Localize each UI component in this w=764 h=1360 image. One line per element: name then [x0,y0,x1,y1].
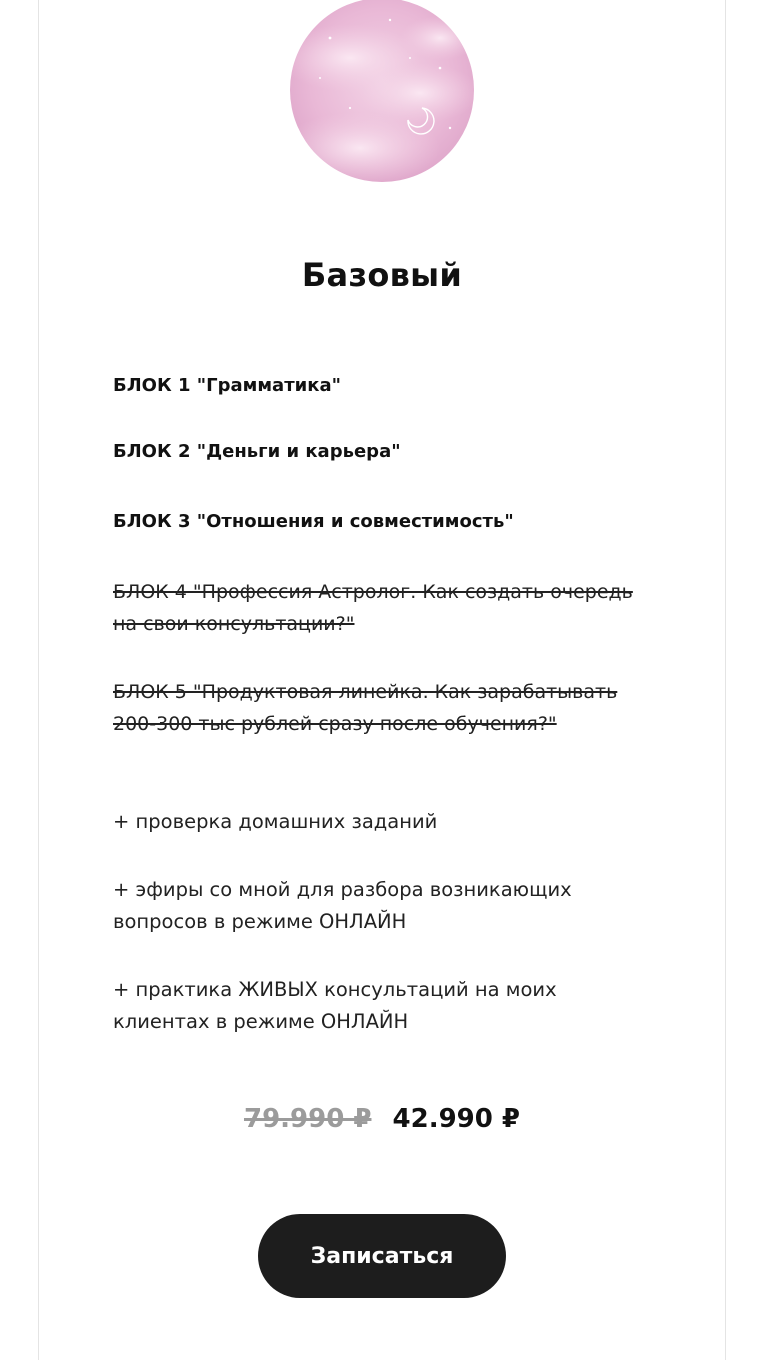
included-block-2: БЛОК 2 "Деньги и карьера" [113,441,401,462]
tariff-image [290,0,474,182]
signup-button[interactable]: Записаться [258,1214,506,1298]
old-price: 79.990 ₽ [243,1104,372,1134]
pink-clouds-image [290,0,474,182]
extra-live-streams: + эфиры со мной для разбора возникающих вопросов в режиме ОНЛАЙН [113,878,572,933]
included-block-3: БЛОК 3 "Отношения и совместимость" [113,511,514,532]
tariff-title: Базовый [301,256,463,294]
included-block-1: БЛОК 1 "Грамматика" [113,375,341,396]
excluded-block-4: БЛОК 4 "Профессия Астролог. Как создать очередь на свои консультации?" [113,581,633,635]
excluded-block-5: БЛОК 5 "Продуктовая линейка. Как зарабатывать 200-300 тыс рублей сразу после обучения?" [113,681,618,735]
extra-live-consultations: + практика ЖИВЫХ консультаций на моих клиентах в режиме ОНЛАЙН [113,978,557,1033]
extra-homework-check: + проверка домашних заданий [113,810,438,833]
price-row [0,1104,764,1134]
new-price: 42.990 ₽ [392,1104,521,1134]
